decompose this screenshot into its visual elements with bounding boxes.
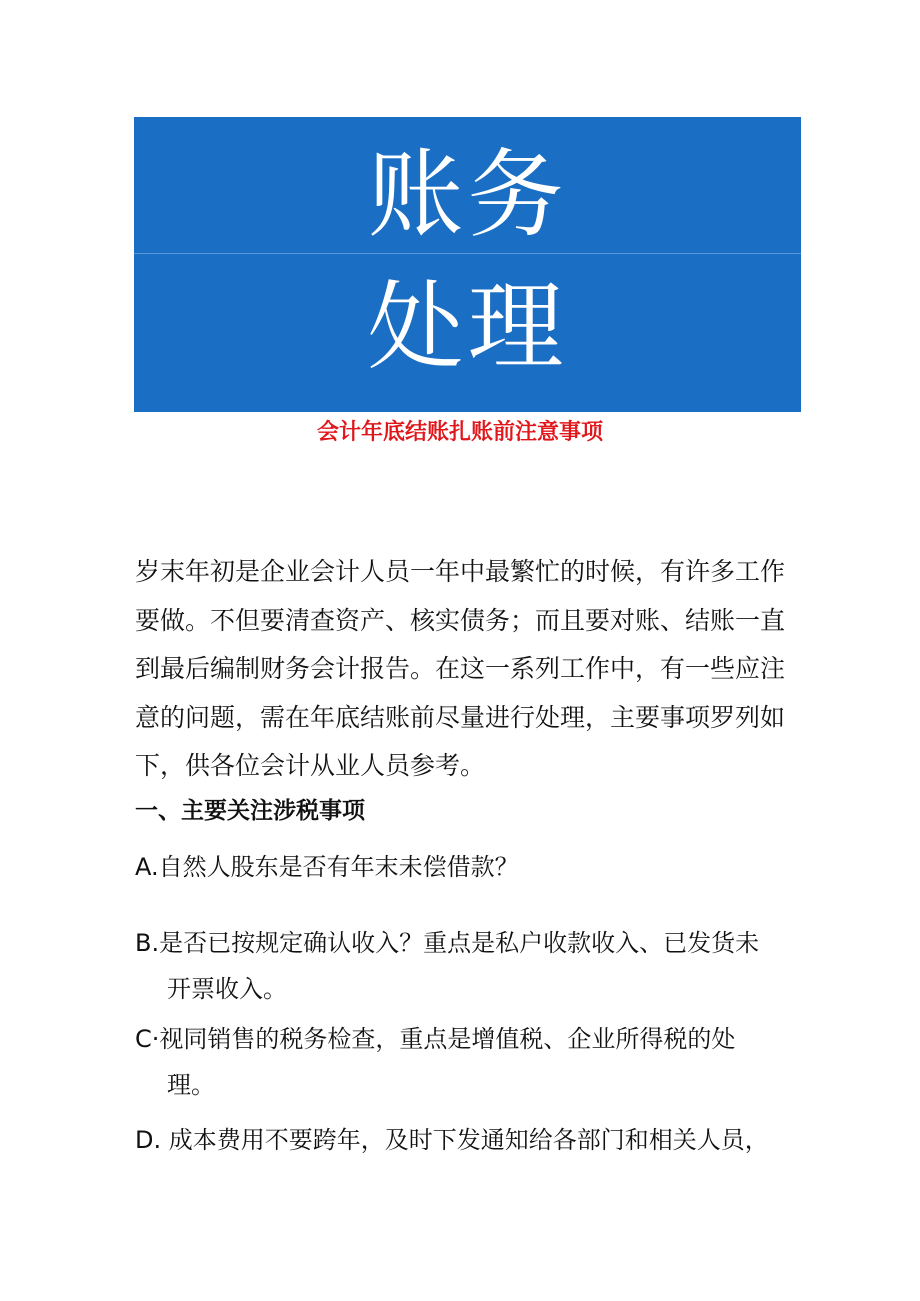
list-item-c-continuation: 理。 <box>167 1071 215 1099</box>
list-item-a-text: A.自然人股东是否有年末未偿借款？ <box>135 853 519 881</box>
list-item-b-continuation: 开票收入。 <box>167 975 287 1003</box>
banner-title-line1: 账务 <box>367 139 568 251</box>
list-item-b-text: B.是否已按规定确认收入？重点是私户收款收入、已发货未 <box>135 929 760 957</box>
title-banner <box>134 117 801 412</box>
banner-divider <box>134 253 801 254</box>
banner-title-line2: 处理 <box>367 271 568 383</box>
intro-paragraph: 岁末年初是企业会计人员一年中最繁忙的时候，有许多工作要做。不但要清查资产、核实债务；而且要对账、结账一直到最后编制财务会计报告。在这一系列工作中，有一些应注意的问题，需在年底结账前尽量进行处理，主要事项罗列如下，供各位会计从业人员参考。 <box>135 557 786 780</box>
list-item-a <box>135 844 795 890</box>
document-subtitle: 会计年底结账扎账前注意事项 <box>316 420 603 445</box>
list-item-d-text: D. 成本费用不要跨年，及时下发通知给各部门和相关人员， <box>135 1126 769 1154</box>
section-heading: 一、主要关注涉税事项 <box>135 798 365 824</box>
list-item-b <box>135 920 795 1012</box>
list-item-d <box>135 1117 795 1163</box>
list-item-c <box>135 1016 795 1108</box>
list-item-c-text: C·视同销售的税务检查，重点是增值税、企业所得税的处 <box>135 1025 736 1053</box>
